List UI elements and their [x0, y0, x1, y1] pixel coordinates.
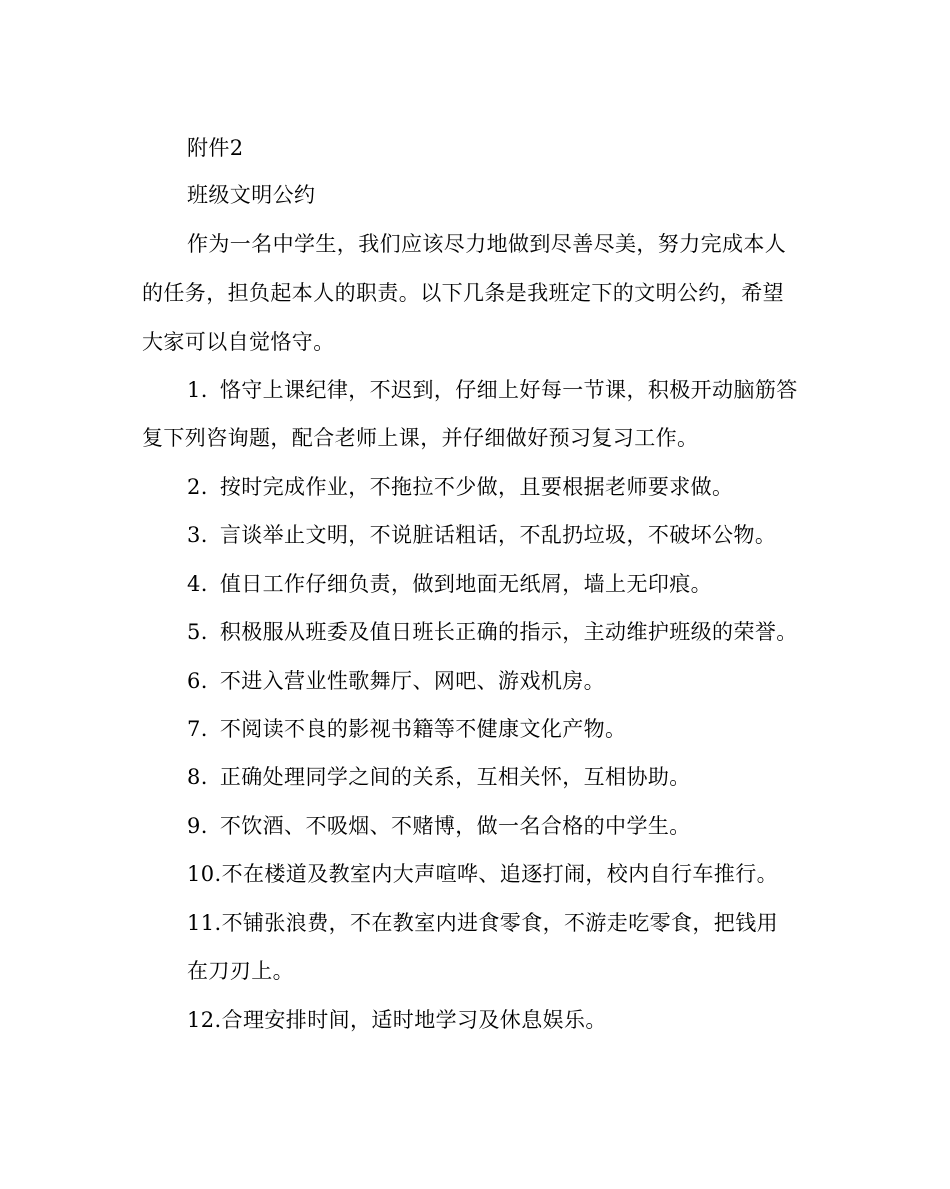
- item-number: 9.: [187, 814, 208, 838]
- item-number: 11.: [187, 911, 222, 935]
- item-text: 不阅读不良的影视书籍等不健康文化产物。: [219, 717, 627, 741]
- item-number: 8.: [187, 765, 208, 789]
- item-number: 12.: [187, 1008, 222, 1032]
- attachment-label: 附件2: [187, 136, 244, 160]
- list-item-continuation: 复下列咨询题，配合老师上课，并仔细做好预习复习工作。: [142, 426, 699, 450]
- item-number: 3.: [187, 523, 208, 547]
- list-item: [187, 570, 712, 598]
- item-number: 7.: [187, 717, 208, 741]
- item-text: 不进入营业性歌舞厅、网吧、游戏机房。: [219, 669, 606, 693]
- list-item: [187, 812, 691, 840]
- list-item: [187, 715, 626, 743]
- item-text: 积极服从班委及值日班长正确的指示，主动维护班级的荣誉。: [219, 620, 798, 644]
- list-item: [187, 909, 778, 937]
- item-text: 按时完成作业，不拖拉不少做，且要根据老师要求做。: [219, 475, 734, 499]
- item-number: 10.: [187, 862, 222, 886]
- item-number: 2.: [187, 475, 208, 499]
- list-item: [187, 618, 798, 646]
- list-item: [187, 473, 733, 501]
- intro-line-1: 作为一名中学生，我们应该尽力地做到尽善尽美，努力完成本人: [187, 232, 787, 256]
- item-text: 不在楼道及教室内大声喧哗、追逐打闹，校内自行车推行。: [221, 862, 779, 886]
- item-number: 6.: [187, 669, 208, 693]
- list-item: [187, 763, 691, 791]
- intro-line-3: 大家可以自觉恪守。: [142, 330, 335, 354]
- list-item: [187, 376, 798, 404]
- item-text: 合理安排时间，适时地学习及休息娱乐。: [221, 1008, 607, 1032]
- list-item-continuation: 在刀刃上。: [187, 959, 294, 983]
- intro-line-2: 的任务，担负起本人的职责。以下几条是我班定下的文明公约，希望: [142, 281, 784, 305]
- item-text: 不饮酒、不吸烟、不赌博，做一名合格的中学生。: [219, 814, 691, 838]
- list-item: [187, 860, 778, 888]
- item-text: 言谈举止文明，不说脏话粗话，不乱扔垃圾，不破坏公物。: [219, 523, 777, 547]
- item-text: 不铺张浪费，不在教室内进食零食，不游走吃零食，把钱用: [221, 911, 779, 935]
- item-text: 恪守上课纪律，不迟到，仔细上好每一节课，积极开动脑筋答: [219, 378, 798, 402]
- list-item: [187, 521, 776, 549]
- list-item: [187, 667, 605, 695]
- item-number: 4.: [187, 572, 208, 596]
- item-number: 5.: [187, 620, 208, 644]
- list-item: [187, 1006, 607, 1034]
- item-text: 正确处理同学之间的关系，互相关怀，互相协助。: [219, 765, 691, 789]
- item-text: 值日工作仔细负责，做到地面无纸屑，墙上无印痕。: [219, 572, 713, 596]
- item-number: 1.: [187, 378, 208, 402]
- document-title: 班级文明公约: [187, 183, 316, 207]
